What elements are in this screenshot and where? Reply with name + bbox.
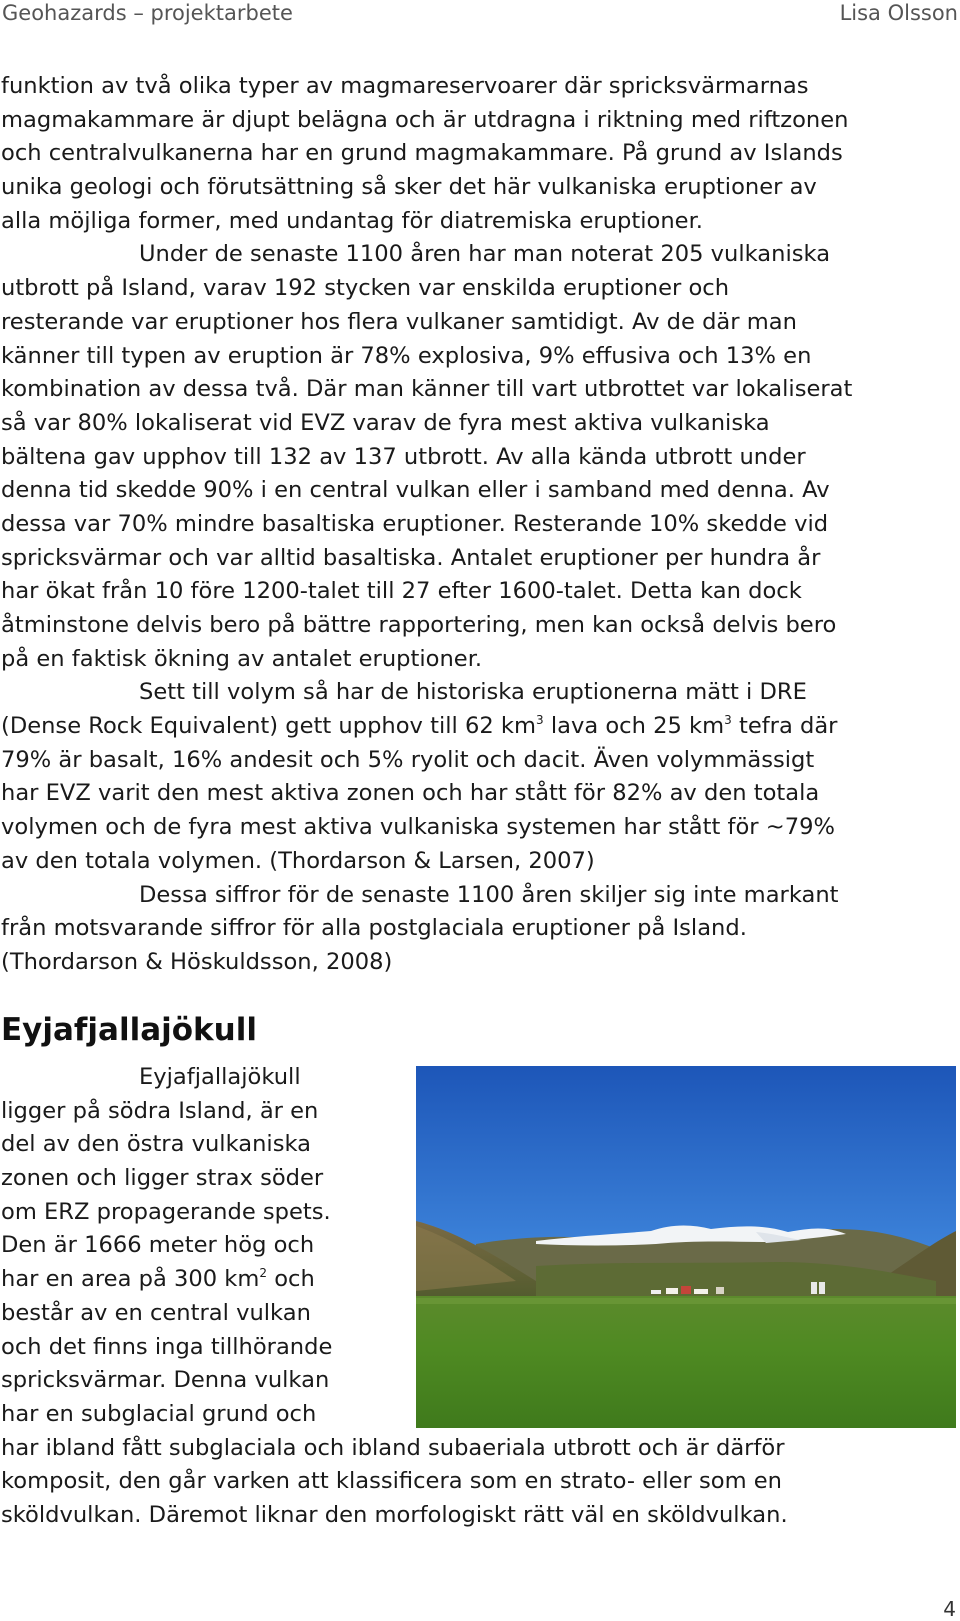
text-line: spricksvärmar. Denna vulkan bbox=[1, 1367, 330, 1394]
text-line: av den totala volymen. (Thordarson & Larsen, 2007) bbox=[1, 847, 595, 874]
text-line: utbrott på Island, varav 192 stycken var enskilda eruptioner och bbox=[1, 275, 730, 302]
text-line: (Dense Rock Equivalent) gett upphov till 62 $km^3$ lava och 25 $km^3$ tefra där bbox=[1, 713, 838, 740]
text-line: på en faktisk ökning av antalet eruptioner. bbox=[1, 645, 483, 672]
text-line: har EVZ varit den mest aktiva zonen och har stått för 82% av den totala bbox=[1, 780, 820, 807]
text-line: alla möjliga former, med undantag för diatremiska eruptioner. bbox=[1, 207, 703, 234]
text-line: magmakammare är djupt belägna och är utdragna i riktning med riftzonen bbox=[1, 106, 849, 133]
header-author: Lisa Olsson bbox=[839, 1, 958, 25]
text-line: ligger på södra Island, är en bbox=[1, 1097, 319, 1124]
text-line: och det finns inga tillhörande bbox=[1, 1333, 333, 1360]
text-line: resterande var eruptioner hos flera vulkaner samtidigt. Av de där man bbox=[1, 308, 797, 335]
text-line: bältena gav upphov till 132 av 137 utbrott. Av alla kända utbrott under bbox=[1, 443, 806, 470]
text-line: består av en central vulkan bbox=[1, 1299, 311, 1326]
page-header bbox=[0, 0, 960, 30]
page-number: 4 bbox=[943, 1597, 956, 1621]
text-line: har en area på 300 $km^2$ och bbox=[1, 1266, 315, 1293]
text-line: om ERZ propagerande spets. bbox=[1, 1198, 331, 1225]
section-heading: Eyjafjallajökull bbox=[1, 1012, 257, 1048]
text-line: dessa var 70% mindre basaltiska eruptioner. Resterande 10% skedde vid bbox=[1, 510, 829, 537]
text-line: del av den östra vulkaniska bbox=[1, 1131, 312, 1158]
text-line: Eyjafjallajökull bbox=[139, 1064, 301, 1090]
text-line: känner till typen av eruption är 78% explosiva, 9% effusiva och 13% en bbox=[1, 342, 812, 369]
main-text bbox=[1, 70, 959, 980]
text-line: kombination av dessa två. Där man känner till vart utbrottet var lokaliserat bbox=[1, 376, 853, 403]
text-line: unika geologi och förutsättning så sker det här vulkaniska eruptioner av bbox=[1, 174, 817, 201]
text-line: (Thordarson & Höskuldsson, 2008) bbox=[1, 948, 393, 975]
text-line: och centralvulkanerna har en grund magmakammare. På grund av Islands bbox=[1, 140, 843, 167]
text-line: zonen och ligger strax söder bbox=[1, 1165, 324, 1192]
text-line: denna tid skedde 90% i en central vulkan eller i samband med denna. Av bbox=[1, 477, 830, 504]
text-line: har en subglacial grund och bbox=[1, 1400, 317, 1427]
text-line: funktion av två olika typer av magmareservoarer där spricksvärmarnas bbox=[1, 73, 809, 99]
text-line: komposit, den går varken att klassificera som en strato- eller som en bbox=[1, 1468, 782, 1495]
text-line: Sett till volym så har de historiska eruptionerna mätt i DRE bbox=[139, 679, 807, 706]
text-line: åtminstone delvis bero på bättre rapportering, men kan också delvis bero bbox=[1, 612, 837, 638]
text-line: så var 80% lokaliserat vid EVZ varav de fyra mest aktiva vulkaniska bbox=[1, 409, 770, 436]
text-line: från motsvarande siffror för alla postglaciala eruptioner på Island. bbox=[1, 915, 747, 942]
text-line: volymen och de fyra mest aktiva vulkaniska systemen har stått för ~79% bbox=[1, 814, 835, 841]
text-line: har ibland fått subglaciala och ibland subaeriala utbrott och är därför bbox=[1, 1434, 785, 1461]
text-line: Den är 1666 meter hög och bbox=[1, 1232, 315, 1259]
text-line: 79% är basalt, 16% andesit och 5% ryolit och dacit. Även volymmässigt bbox=[1, 746, 815, 773]
text-line: Dessa siffror för de senaste 1100 åren skiljer sig inte markant bbox=[139, 881, 839, 908]
text-line: har ökat från 10 före 1200-talet till 27 efter 1600-talet. Detta kan dock bbox=[1, 578, 802, 605]
header-title: Geohazards – projektarbete bbox=[2, 1, 293, 25]
text-line: spricksvärmar och var alltid basaltiska. Antalet eruptioner per hundra år bbox=[1, 544, 821, 571]
text-line: Under de senaste 1100 åren har man noterat 205 vulkaniska bbox=[139, 241, 831, 268]
eyjafjallajokull-photo bbox=[416, 1066, 956, 1428]
text-line: sköldvulkan. Däremot liknar den morfologiskt rätt väl en sköldvulkan. bbox=[1, 1501, 788, 1528]
